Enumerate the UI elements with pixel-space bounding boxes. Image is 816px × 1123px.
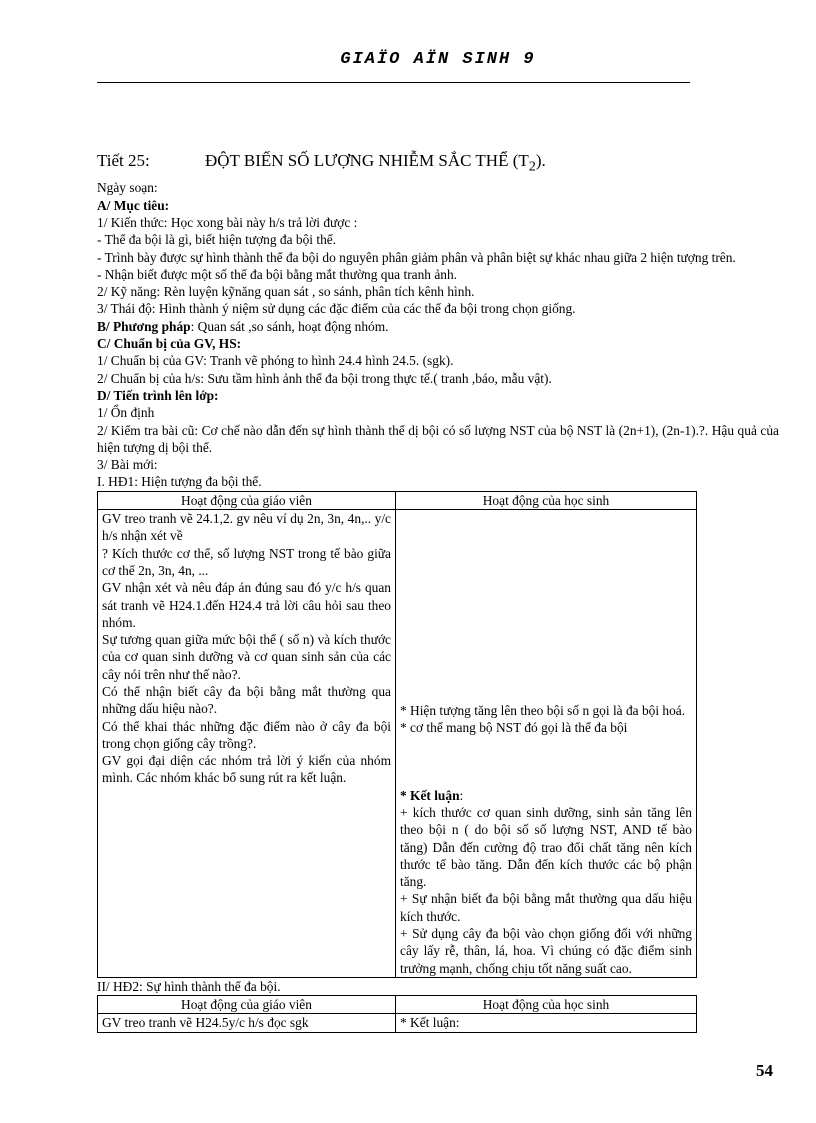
table-header-teacher: Hoạt động của giáo viên	[98, 491, 396, 509]
conclusion-item: + Sự nhận biết đa bội bằng mắt thường qua dấu hiệu kích thước.	[400, 891, 692, 924]
section-b-text: : Quan sát ,so sánh, hoạt động nhóm.	[190, 318, 389, 334]
student-answer: * Hiện tượng tăng lên theo bội số n gọi là đa bội hoá.	[400, 703, 686, 719]
conclusion-item: + Sử dụng cây đa bội vào chọn giống đối với những cây lấy rễ, thân, lá, hoa. Vì chúng có đặc điểm sinh trưởng mạnh, chống chịu tốt năng suất cao.	[400, 926, 692, 976]
conclusion-item: + kích thước cơ quan sinh dưỡng, sinh sản tăng lên theo bội n ( do bội số số lượng NST, AND tế bào tăng) Dẫn đến cường độ trao đổi chất tăng nên kích thước tế bào tăng. Dẫn đến kích thước các bộ phận tăng.	[400, 804, 692, 890]
teacher-step: ? Kích thước cơ thể, số lượng NST trong tế bào giữa cơ thể 2n, 3n, 4n, ...	[102, 545, 391, 578]
conclusion-heading: * Kết luận	[400, 787, 460, 803]
section-d-heading: D/ Tiến trình lên lớp:	[97, 387, 219, 403]
student-answer: * cơ thể mang bộ NST đó gọi là thể đa bội	[400, 720, 628, 736]
teacher-step: GV treo tranh vẽ 24.1,2. gv nêu ví dụ 2n, 3n, 4n,.. y/c h/s nhận xét về	[102, 511, 391, 544]
lesson-title	[97, 150, 779, 177]
teacher-activity-cell: GV treo tranh vẽ H24.5y/c h/s đọc sgk	[98, 1014, 396, 1032]
conclusion-colon: :	[459, 787, 464, 803]
objective-knowledge: 1/ Kiến thức: Học xong bài này h/s trả lời được :	[97, 214, 358, 230]
activity-2-heading: II/ HĐ2: Sự hình thành thể đa bội.	[97, 978, 281, 994]
objective-skill: 2/ Kỹ năng: Rèn luyện kỹnăng quan sát , so sánh, phân tích kênh hình.	[97, 284, 475, 300]
objective-item: - Thể đa bội là gì, biết hiện tượng đa bội thể.	[97, 232, 337, 248]
objective-item: - Nhận biết được một số thể đa bội bằng mắt thường qua tranh ảnh.	[97, 266, 458, 282]
objective-attitude: 3/ Thái độ: Hình thành ý niệm sử dụng các đặc điểm của các thể đa bội trong chọn giống.	[97, 301, 576, 317]
step-stabilize: 1/ Ổn định	[97, 405, 155, 421]
step-review: 2/ Kiểm tra bài cũ: Cơ chế nào dẫn đến sự hình thành thể dị bội có số lượng NST của bộ NST là (2n+1), (2n-1).?. Hậu quả của hiện tượng dị bội thể.	[97, 422, 779, 455]
lesson-title-sub: 2	[528, 158, 536, 175]
objective-item: - Trình bày được sự hình thành thể đa bội do nguyên phân giảm phân và phân biệt sự khác nhau giữa 2 hiện tượng trên.	[97, 249, 736, 265]
section-b	[97, 318, 779, 335]
prep-teacher: 1/ Chuẩn bị của GV: Tranh vẽ phóng to hình 24.4 hình 24.5. (sgk).	[97, 353, 454, 369]
student-activity-cell	[396, 510, 697, 978]
student-activity-cell: * Kết luận:	[396, 1014, 697, 1032]
teacher-activity-cell	[98, 510, 396, 978]
teacher-step: GV gọi đại diện các nhóm trả lời ý kiến của nhóm mình. Các nhóm khác bổ sung rút ra kết luận.	[102, 753, 391, 786]
prep-student: 2/ Chuẩn bị của h/s: Sưu tầm hình ảnh thể đa bội trong thực tế.( tranh ,báo, mẫu vật).	[97, 370, 552, 386]
teacher-step: Có thể khai thác những đặc điểm nào ở cây đa bội trong chọn giống cây trồng?.	[102, 718, 391, 751]
section-b-heading: B/ Phương pháp	[97, 318, 191, 334]
table-header-student: Hoạt động của học sinh	[396, 996, 697, 1014]
header-rule	[97, 82, 690, 83]
page-number: 54	[756, 1061, 773, 1080]
teacher-step: Có thể nhận biết cây đa bội bằng mắt thường qua những dấu hiệu nào?.	[102, 684, 391, 717]
teacher-step: Sự tương quan giữa mức bội thể ( số n) và kích thước của cơ quan sinh dưỡng và cơ quan sinh sản của các cây nói trên như thế nào?.	[102, 632, 391, 682]
lesson-title-text: ĐỘT BIẾN SỐ LƯỢNG NHIỄM SẮC THỂ (T	[205, 151, 529, 170]
section-c-heading: C/ Chuẩn bị của GV, HS:	[97, 336, 242, 352]
lesson-title-end: ).	[535, 151, 546, 170]
table-header-student: Hoạt động của học sinh	[396, 491, 697, 509]
activity-1-table	[97, 491, 697, 978]
conclusion-line	[400, 787, 692, 804]
teacher-step: GV nhận xét và nêu đáp án đúng sau đó y/c h/s quan sát tranh vẽ H24.1.đến H24.4 trả lời câu hỏi sau theo nhóm.	[102, 580, 391, 630]
date-line: Ngày soạn:	[97, 180, 158, 196]
section-a-heading: A/ Mục tiêu:	[97, 197, 170, 213]
header-title: GIAÏO AÏN SINH 9	[340, 50, 536, 69]
table-header-teacher: Hoạt động của giáo viên	[98, 996, 396, 1014]
step-new-lesson: 3/ Bài mới:	[97, 457, 158, 473]
activity-1-heading: I. HĐ1: Hiện tượng đa bội thể.	[97, 474, 262, 490]
document-body	[97, 150, 779, 1033]
activity-2-table	[97, 995, 697, 1033]
lesson-number: Tiết 25:	[97, 151, 150, 170]
